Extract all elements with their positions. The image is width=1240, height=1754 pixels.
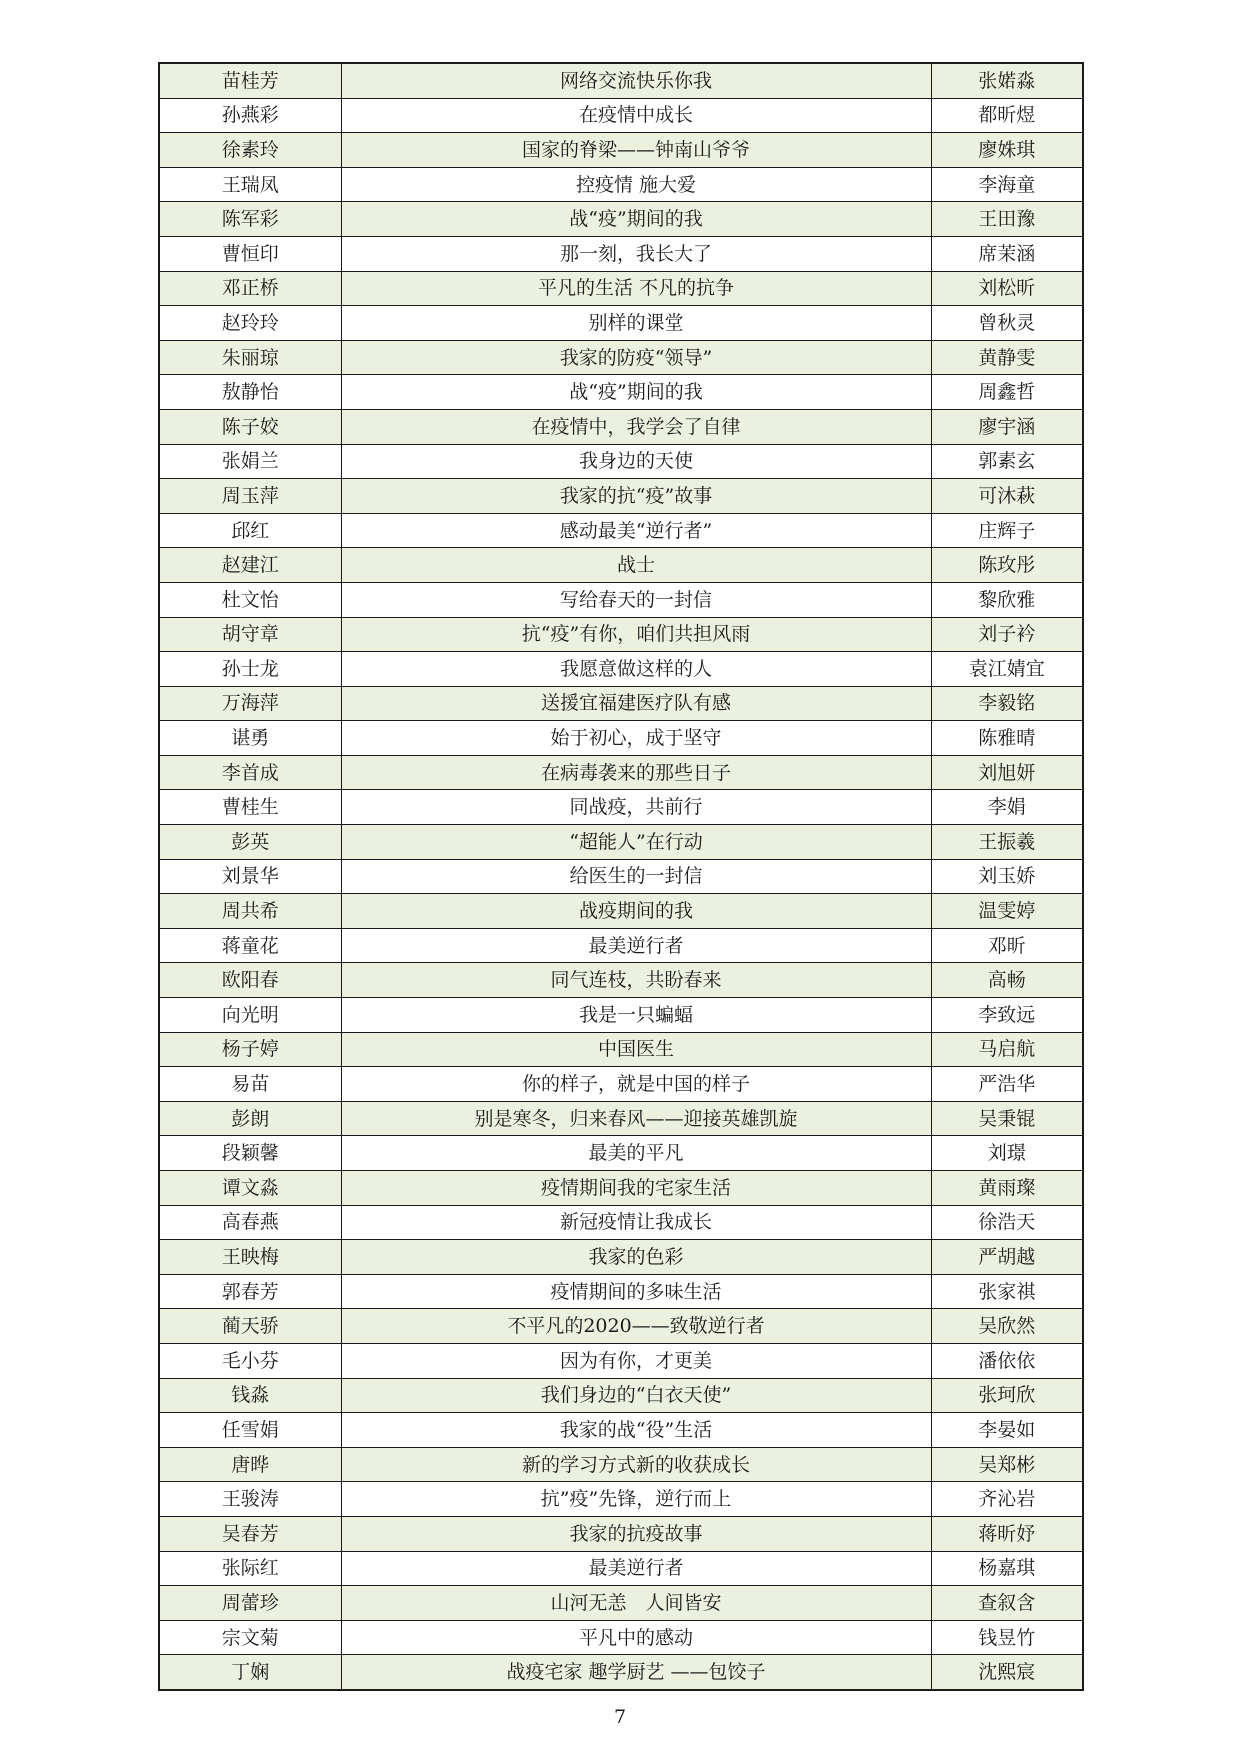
essay-title-cell: 疫情期间的多味生活	[341, 1274, 931, 1309]
table-row	[159, 859, 1083, 894]
table-row	[159, 202, 1083, 237]
student-name-cell: 庄辉子	[931, 513, 1083, 548]
student-name-cell: 吴秉锟	[931, 1101, 1083, 1136]
student-name-cell: 席茉涵	[931, 236, 1083, 271]
teacher-name-cell: 丁娴	[159, 1655, 341, 1690]
table-row	[159, 548, 1083, 583]
essay-title-cell: 平凡的生活 不凡的抗争	[341, 271, 931, 306]
teacher-name-cell: 刘景华	[159, 859, 341, 894]
student-name-cell: 沈熙宸	[931, 1655, 1083, 1690]
teacher-name-cell: 敖静怡	[159, 375, 341, 410]
essay-title-cell: 战疫期间的我	[341, 894, 931, 929]
table-row	[159, 98, 1083, 133]
student-name-cell: 徐浩天	[931, 1205, 1083, 1240]
student-name-cell: 张婼淼	[931, 63, 1083, 98]
table-row	[159, 1516, 1083, 1551]
table-row	[159, 1482, 1083, 1517]
student-name-cell: 廖宇涵	[931, 409, 1083, 444]
teacher-name-cell: 欧阳春	[159, 963, 341, 998]
table-row	[159, 1551, 1083, 1586]
essay-title-cell: 战疫宅家 趣学厨艺 ——包饺子	[341, 1655, 931, 1690]
table-row	[159, 686, 1083, 721]
teacher-name-cell: 钱淼	[159, 1378, 341, 1413]
essay-title-cell: 我家的色彩	[341, 1240, 931, 1275]
student-name-cell: 都昕煜	[931, 98, 1083, 133]
teacher-name-cell: 周玉萍	[159, 479, 341, 514]
essay-title-cell: 别样的课堂	[341, 306, 931, 341]
essay-title-cell: 那一刻，我长大了	[341, 236, 931, 271]
essay-title-cell: 我身边的天使	[341, 444, 931, 479]
table-row	[159, 1620, 1083, 1655]
essay-title-cell: 山河无恙 人间皆安	[341, 1586, 931, 1621]
essay-title-cell: 控疫情 施大爱	[341, 167, 931, 202]
teacher-name-cell: 杨子婷	[159, 1032, 341, 1067]
student-name-cell: 刘璟	[931, 1136, 1083, 1171]
student-name-cell: 吴郑彬	[931, 1447, 1083, 1482]
teacher-name-cell: 陈子姣	[159, 409, 341, 444]
teacher-name-cell: 邓正桥	[159, 271, 341, 306]
essay-title-cell: 我家的抗疫故事	[341, 1516, 931, 1551]
essay-title-cell: 网络交流快乐你我	[341, 63, 931, 98]
teacher-name-cell: 王映梅	[159, 1240, 341, 1275]
page-number: 7	[613, 1706, 627, 1728]
student-name-cell: 吴欣然	[931, 1309, 1083, 1344]
teacher-name-cell: 彭朗	[159, 1101, 341, 1136]
table-row	[159, 1067, 1083, 1102]
table-row	[159, 1309, 1083, 1344]
teacher-name-cell: 朱丽琼	[159, 340, 341, 375]
table-row	[159, 306, 1083, 341]
table-row	[159, 409, 1083, 444]
student-name-cell: 陈玫彤	[931, 548, 1083, 583]
teacher-name-cell: 万海萍	[159, 686, 341, 721]
table-row	[159, 755, 1083, 790]
student-name-cell: 黄雨璨	[931, 1171, 1083, 1206]
student-name-cell: 邓昕	[931, 928, 1083, 963]
teacher-name-cell: 毛小芬	[159, 1343, 341, 1378]
student-name-cell: 潘依依	[931, 1343, 1083, 1378]
teacher-name-cell: 周共希	[159, 894, 341, 929]
student-name-cell: 周鑫哲	[931, 375, 1083, 410]
table-row	[159, 513, 1083, 548]
student-name-cell: 黄静雯	[931, 340, 1083, 375]
essay-title-cell: 疫情期间我的宅家生活	[341, 1171, 931, 1206]
essay-title-cell: 新冠疫情让我成长	[341, 1205, 931, 1240]
essay-title-cell: 给医生的一封信	[341, 859, 931, 894]
essay-title-cell: 最美的平凡	[341, 1136, 931, 1171]
student-name-cell: 查叙含	[931, 1586, 1083, 1621]
table-row	[159, 617, 1083, 652]
table-row	[159, 1136, 1083, 1171]
table-row	[159, 1655, 1083, 1690]
teacher-name-cell: 张娟兰	[159, 444, 341, 479]
student-name-cell: 钱昱竹	[931, 1620, 1083, 1655]
teacher-name-cell: 赵建江	[159, 548, 341, 583]
teacher-name-cell: 孙燕彩	[159, 98, 341, 133]
essay-title-cell: 抗”疫”先锋，逆行而上	[341, 1482, 931, 1517]
essay-title-cell: 国家的脊梁——钟南山爷爷	[341, 133, 931, 168]
teacher-name-cell: 曹桂生	[159, 790, 341, 825]
teacher-name-cell: 谌勇	[159, 721, 341, 756]
student-name-cell: 杨嘉琪	[931, 1551, 1083, 1586]
table-row	[159, 444, 1083, 479]
essay-title-cell: 在病毒袭来的那些日子	[341, 755, 931, 790]
essay-title-cell: 在疫情中，我学会了自律	[341, 409, 931, 444]
teacher-name-cell: 吴春芳	[159, 1516, 341, 1551]
table-row	[159, 63, 1083, 98]
teacher-name-cell: 任雪娟	[159, 1413, 341, 1448]
student-name-cell: 刘松昕	[931, 271, 1083, 306]
student-name-cell: 刘旭妍	[931, 755, 1083, 790]
teacher-name-cell: 邱红	[159, 513, 341, 548]
teacher-name-cell: 唐晔	[159, 1447, 341, 1482]
essay-title-cell: 战士	[341, 548, 931, 583]
essay-title-cell: 写给春天的一封信	[341, 582, 931, 617]
awards-table	[158, 62, 1084, 1691]
student-name-cell: 可沐萩	[931, 479, 1083, 514]
student-name-cell: 刘子衿	[931, 617, 1083, 652]
essay-title-cell: 最美逆行者	[341, 1551, 931, 1586]
table-row	[159, 1101, 1083, 1136]
essay-title-cell: 我愿意做这样的人	[341, 652, 931, 687]
student-name-cell: 刘玉娇	[931, 859, 1083, 894]
teacher-name-cell: 孙士龙	[159, 652, 341, 687]
table-row	[159, 271, 1083, 306]
table-body	[159, 63, 1083, 1690]
table-row	[159, 652, 1083, 687]
student-name-cell: 温雯婷	[931, 894, 1083, 929]
essay-title-cell: 不平凡的2020——致敬逆行者	[341, 1309, 931, 1344]
teacher-name-cell: 彭英	[159, 825, 341, 860]
essay-title-cell: 新的学习方式新的收获成长	[341, 1447, 931, 1482]
student-name-cell: 李娟	[931, 790, 1083, 825]
student-name-cell: 严胡越	[931, 1240, 1083, 1275]
table-row	[159, 1378, 1083, 1413]
teacher-name-cell: 苗桂芳	[159, 63, 341, 98]
table-row	[159, 1032, 1083, 1067]
essay-title-cell: 始于初心，成于坚守	[341, 721, 931, 756]
teacher-name-cell: 陈军彩	[159, 202, 341, 237]
table-row	[159, 894, 1083, 929]
teacher-name-cell: 谭文淼	[159, 1171, 341, 1206]
essay-title-cell: 我家的防疫“领导”	[341, 340, 931, 375]
table-row	[159, 790, 1083, 825]
teacher-name-cell: 杜文怡	[159, 582, 341, 617]
essay-title-cell: 最美逆行者	[341, 928, 931, 963]
teacher-name-cell: 张际红	[159, 1551, 341, 1586]
essay-title-cell: 送援宜福建医疗队有感	[341, 686, 931, 721]
teacher-name-cell: 周蕾珍	[159, 1586, 341, 1621]
essay-title-cell: “超能人”在行动	[341, 825, 931, 860]
student-name-cell: 张家祺	[931, 1274, 1083, 1309]
table-row	[159, 1413, 1083, 1448]
table-row	[159, 963, 1083, 998]
student-name-cell: 马启航	[931, 1032, 1083, 1067]
student-name-cell: 袁江婧宜	[931, 652, 1083, 687]
student-name-cell: 王田豫	[931, 202, 1083, 237]
teacher-name-cell: 段颖馨	[159, 1136, 341, 1171]
table-row	[159, 998, 1083, 1033]
essay-title-cell: 我家的战“役”生活	[341, 1413, 931, 1448]
table-row	[159, 340, 1083, 375]
essay-title-cell: 因为有你，才更美	[341, 1343, 931, 1378]
table-row	[159, 1586, 1083, 1621]
teacher-name-cell: 易苗	[159, 1067, 341, 1102]
student-name-cell: 郭素玄	[931, 444, 1083, 479]
teacher-name-cell: 郭春芳	[159, 1274, 341, 1309]
essay-title-cell: 别是寒冬，归来春风——迎接英雄凯旋	[341, 1101, 931, 1136]
essay-title-cell: 我家的抗“疫”故事	[341, 479, 931, 514]
table-row	[159, 1205, 1083, 1240]
student-name-cell: 齐沁岩	[931, 1482, 1083, 1517]
teacher-name-cell: 宗文菊	[159, 1620, 341, 1655]
student-name-cell: 陈雅晴	[931, 721, 1083, 756]
table-row	[159, 825, 1083, 860]
essay-title-cell: 抗“疫”有你，咱们共担风雨	[341, 617, 931, 652]
student-name-cell: 高畅	[931, 963, 1083, 998]
student-name-cell: 王振羲	[931, 825, 1083, 860]
teacher-name-cell: 向光明	[159, 998, 341, 1033]
teacher-name-cell: 曹恒印	[159, 236, 341, 271]
student-name-cell: 李毅铭	[931, 686, 1083, 721]
teacher-name-cell: 王骏涛	[159, 1482, 341, 1517]
table-row	[159, 721, 1083, 756]
table-row	[159, 1343, 1083, 1378]
essay-title-cell: 同气连枝，共盼春来	[341, 963, 931, 998]
student-name-cell: 张珂欣	[931, 1378, 1083, 1413]
student-name-cell: 李海童	[931, 167, 1083, 202]
essay-title-cell: 你的样子，就是中国的样子	[341, 1067, 931, 1102]
teacher-name-cell: 高春燕	[159, 1205, 341, 1240]
teacher-name-cell: 李首成	[159, 755, 341, 790]
essay-title-cell: 中国医生	[341, 1032, 931, 1067]
student-name-cell: 曾秋灵	[931, 306, 1083, 341]
table-row	[159, 582, 1083, 617]
table-row	[159, 1171, 1083, 1206]
essay-title-cell: 战“疫”期间的我	[341, 375, 931, 410]
student-name-cell: 蒋昕妤	[931, 1516, 1083, 1551]
essay-title-cell: 我们身边的“白衣天使”	[341, 1378, 931, 1413]
teacher-name-cell: 蔺天骄	[159, 1309, 341, 1344]
table-row	[159, 375, 1083, 410]
table-row	[159, 236, 1083, 271]
essay-title-cell: 战“疫”期间的我	[341, 202, 931, 237]
table-row	[159, 1274, 1083, 1309]
table-row	[159, 167, 1083, 202]
essay-title-cell: 在疫情中成长	[341, 98, 931, 133]
student-name-cell: 严浩华	[931, 1067, 1083, 1102]
teacher-name-cell: 胡守章	[159, 617, 341, 652]
table-row	[159, 133, 1083, 168]
teacher-name-cell: 王瑞凤	[159, 167, 341, 202]
essay-title-cell: 感动最美“逆行者”	[341, 513, 931, 548]
student-name-cell: 李晏如	[931, 1413, 1083, 1448]
table-row	[159, 479, 1083, 514]
teacher-name-cell: 徐素玲	[159, 133, 341, 168]
student-name-cell: 廖姝琪	[931, 133, 1083, 168]
table-row	[159, 928, 1083, 963]
teacher-name-cell: 赵玲玲	[159, 306, 341, 341]
student-name-cell: 李致远	[931, 998, 1083, 1033]
table-row	[159, 1240, 1083, 1275]
teacher-name-cell: 蒋童花	[159, 928, 341, 963]
essay-title-cell: 我是一只蝙蝠	[341, 998, 931, 1033]
essay-title-cell: 同战疫，共前行	[341, 790, 931, 825]
student-name-cell: 黎欣雅	[931, 582, 1083, 617]
essay-title-cell: 平凡中的感动	[341, 1620, 931, 1655]
table-row	[159, 1447, 1083, 1482]
